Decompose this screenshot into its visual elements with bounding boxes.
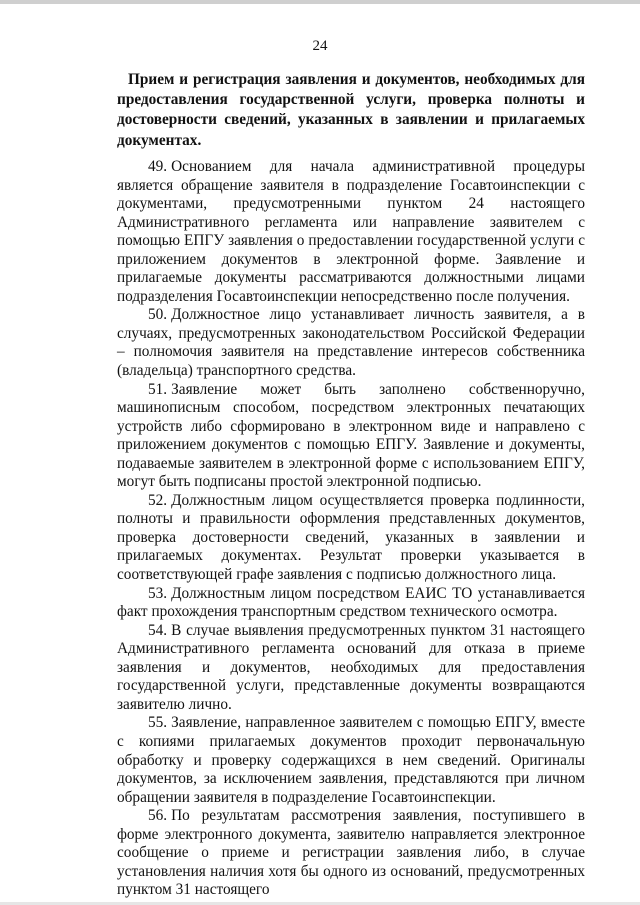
paragraph-text: Заявление, направленное заявителем с помощью ЕПГУ, вместе с копиями прилагаемых документов проходит первоначальную обработку и проверку содержащихся в нем сведений. Оригиналы документов, за исключением заявления, представляются при личном обращении заявителя в подразделение Госавтоинспекции. xyxy=(117,714,585,806)
paragraph-54 xyxy=(117,622,585,715)
scan-top-edge xyxy=(0,0,640,4)
paragraph-number: 56. xyxy=(148,807,168,825)
paragraph-text: По результатам рассмотрения заявления, поступившего в форме электронного документа, заявителю направляется электронное сообщение о приеме и регистрации заявления либо, в случае установления наличия хотя бы одного из оснований, предусмотренных пунктом 31 настоящего xyxy=(117,807,585,899)
paragraph-number: 54. xyxy=(148,621,168,639)
paragraph-number: 50. xyxy=(148,306,168,324)
paragraph-text: Должностным лицом посредством ЕАИС ТО устанавливается факт прохождения транспортным средством технического осмотра. xyxy=(117,584,585,621)
paragraph-53 xyxy=(117,585,585,622)
paragraph-text: Заявление может быть заполнено собственноручно, машинописным способом, посредством электронных печатающих устройств либо сформировано в электронном виде и направлено с приложением документов с помощью ЕПГУ. Заявление и документы, подаваемые заявителем в электронной форме с использованием ЕПГУ, могут быть подписаны простой электронной подписью. xyxy=(117,380,585,491)
page-number: 24 xyxy=(312,38,328,54)
paragraph-number: 49. xyxy=(148,158,168,175)
paragraph-text: Должностным лицом осуществляется проверка подлинности, полноты и правильности оформления представленных документов, проверка достоверности сведений, указанных в заявлении и прилагаемых документах. Результат проверки указывается в соответствующей графе заявления с подписью должностного лица. xyxy=(117,491,585,584)
paragraph-49 xyxy=(117,158,585,306)
paragraph-52 xyxy=(117,492,585,585)
paragraph-number: 51. xyxy=(148,380,168,398)
paragraph-text: Основанием для начала административной процедуры является обращение заявителя в подразделение Госавтоинспекции с документами, предусмотренными пунктом 24 настоящего Административного регламента или направление заявителем с помощью ЕПГУ заявления о предоставлении государственной услуги с приложением документов в электронной форме. Заявление и прилагаемые документы рассматриваются должностными лицами подразделения Госавтоинспекции непосредственно после получения. xyxy=(117,158,585,305)
paragraph-text: В случае выявления предусмотренных пунктом 31 настоящего Административного регламента оснований для отказа в приеме заявления и документов, необходимых для предоставления государственной услуги, представленные документы возвращаются заявителю лично. xyxy=(117,621,585,713)
paragraph-51 xyxy=(117,381,585,492)
paragraph-56 xyxy=(117,807,585,900)
section-heading: Прием и регистрация заявления и документов, необходимых для предоставления государственной услуги, проверка полноты и достоверности сведений, указанных в заявлении и прилагаемых документах. xyxy=(117,71,585,149)
paragraph-number: 55. xyxy=(148,714,168,732)
paragraph-text: Должностное лицо устанавливает личность заявителя, а в случаях, предусмотренных законодательством Российской Федерации – полномочия заявителя на представление интересов собственника (владельца) транспортного средства. xyxy=(117,306,585,380)
paragraph-50 xyxy=(117,306,585,380)
document-body xyxy=(117,158,585,900)
paragraph-number: 52. xyxy=(148,491,168,509)
paragraph-55 xyxy=(117,714,585,807)
paragraph-number: 53. xyxy=(148,584,168,602)
